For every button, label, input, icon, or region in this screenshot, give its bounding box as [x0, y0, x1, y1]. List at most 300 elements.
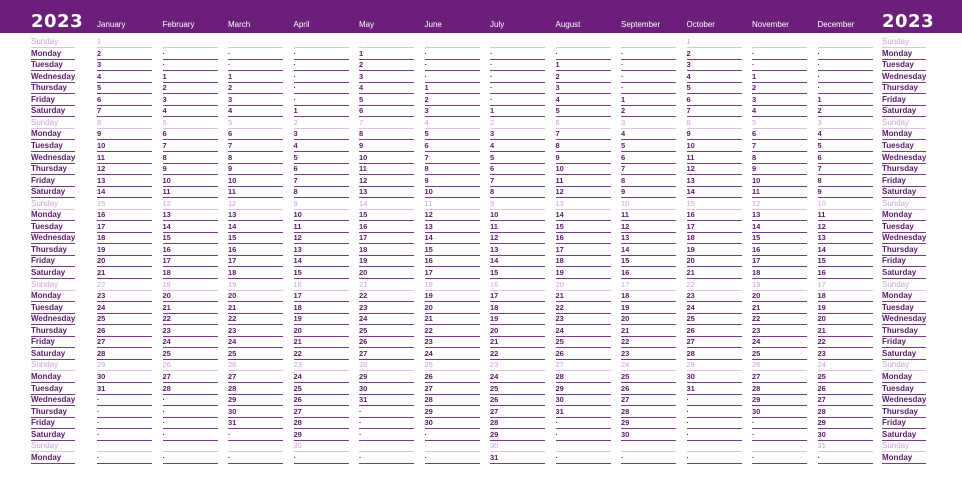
day-cell[interactable]: 28 [621, 407, 676, 418]
day-cell[interactable]: 1 [359, 49, 414, 60]
day-cell[interactable]: 28 [556, 372, 611, 383]
day-cell[interactable]: 11 [163, 187, 218, 198]
day-cell[interactable]: 9 [425, 176, 480, 187]
day-cell[interactable]: 17 [163, 256, 218, 267]
day-cell[interactable]: 13 [752, 210, 807, 221]
day-cell[interactable]: 13 [818, 233, 873, 244]
day-cell[interactable]: 22 [818, 337, 873, 348]
day-cell[interactable]: 4 [818, 129, 873, 140]
day-cell[interactable]: 21 [490, 337, 545, 348]
day-cell[interactable]: 9 [687, 129, 742, 140]
day-cell[interactable]: 9 [490, 199, 545, 210]
day-cell[interactable]: 31 [818, 441, 873, 452]
day-cell[interactable]: 26 [490, 395, 545, 406]
day-cell[interactable]: 5 [556, 106, 611, 117]
day-cell[interactable]: · [687, 453, 742, 464]
day-cell[interactable]: 29 [621, 418, 676, 429]
day-cell[interactable]: · [556, 453, 611, 464]
day-cell[interactable]: 7 [490, 176, 545, 187]
day-cell[interactable]: · [228, 60, 283, 71]
day-cell[interactable]: 22 [359, 291, 414, 302]
day-cell[interactable]: 16 [556, 233, 611, 244]
day-cell[interactable]: 11 [294, 222, 349, 233]
day-cell[interactable]: · [818, 49, 873, 60]
day-cell[interactable]: 9 [621, 187, 676, 198]
day-cell[interactable]: · [687, 430, 742, 441]
day-cell[interactable]: 6 [97, 95, 152, 106]
day-cell[interactable]: · [359, 441, 414, 452]
day-cell[interactable]: 22 [97, 280, 152, 291]
day-cell[interactable]: 21 [818, 326, 873, 337]
day-cell[interactable]: 5 [490, 153, 545, 164]
day-cell[interactable]: 22 [425, 326, 480, 337]
day-cell[interactable]: 19 [818, 303, 873, 314]
day-cell[interactable]: 12 [490, 233, 545, 244]
day-cell[interactable]: 31 [490, 453, 545, 464]
day-cell[interactable]: 11 [556, 176, 611, 187]
day-cell[interactable]: 25 [752, 349, 807, 360]
day-cell[interactable]: · [163, 395, 218, 406]
day-cell[interactable]: 15 [294, 268, 349, 279]
day-cell[interactable]: 1 [556, 60, 611, 71]
day-cell[interactable]: 7 [818, 164, 873, 175]
day-cell[interactable]: 3 [163, 95, 218, 106]
day-cell[interactable]: 30 [97, 372, 152, 383]
day-cell[interactable]: 26 [687, 326, 742, 337]
day-cell[interactable]: 12 [818, 222, 873, 233]
day-cell[interactable]: 24 [621, 360, 676, 371]
day-cell[interactable]: 16 [359, 222, 414, 233]
day-cell[interactable]: 12 [228, 199, 283, 210]
day-cell[interactable]: 20 [490, 326, 545, 337]
day-cell[interactable]: 4 [97, 72, 152, 83]
day-cell[interactable]: 3 [425, 106, 480, 117]
day-cell[interactable]: 7 [425, 153, 480, 164]
day-cell[interactable]: 1 [97, 37, 152, 48]
day-cell[interactable]: · [490, 95, 545, 106]
day-cell[interactable]: 25 [687, 314, 742, 325]
day-cell[interactable]: · [818, 83, 873, 94]
day-cell[interactable]: 1 [490, 106, 545, 117]
day-cell[interactable]: 16 [490, 280, 545, 291]
day-cell[interactable]: 29 [752, 395, 807, 406]
day-cell[interactable]: 25 [490, 384, 545, 395]
day-cell[interactable]: 12 [556, 187, 611, 198]
day-cell[interactable]: 25 [556, 337, 611, 348]
day-cell[interactable]: · [163, 441, 218, 452]
day-cell[interactable]: 4 [490, 141, 545, 152]
day-cell[interactable]: 22 [687, 280, 742, 291]
day-cell[interactable]: · [818, 37, 873, 48]
day-cell[interactable]: 4 [752, 106, 807, 117]
day-cell[interactable]: 1 [163, 72, 218, 83]
day-cell[interactable]: 19 [425, 291, 480, 302]
day-cell[interactable]: 26 [752, 360, 807, 371]
day-cell[interactable]: 5 [163, 118, 218, 129]
day-cell[interactable]: 18 [556, 256, 611, 267]
day-cell[interactable]: 3 [556, 83, 611, 94]
day-cell[interactable]: 20 [556, 280, 611, 291]
day-cell[interactable]: 10 [359, 153, 414, 164]
day-cell[interactable]: 15 [228, 233, 283, 244]
day-cell[interactable]: 10 [163, 176, 218, 187]
day-cell[interactable]: 6 [556, 118, 611, 129]
day-cell[interactable]: 6 [294, 164, 349, 175]
day-cell[interactable]: 29 [425, 407, 480, 418]
day-cell[interactable]: 3 [97, 60, 152, 71]
day-cell[interactable]: 30 [490, 441, 545, 452]
day-cell[interactable]: 16 [163, 245, 218, 256]
day-cell[interactable]: 19 [687, 245, 742, 256]
day-cell[interactable]: 26 [556, 349, 611, 360]
day-cell[interactable]: 4 [556, 95, 611, 106]
day-cell[interactable]: 7 [97, 106, 152, 117]
day-cell[interactable]: · [752, 430, 807, 441]
day-cell[interactable]: 7 [621, 164, 676, 175]
day-cell[interactable]: · [359, 407, 414, 418]
day-cell[interactable]: 8 [490, 187, 545, 198]
day-cell[interactable]: · [97, 407, 152, 418]
day-cell[interactable]: · [556, 441, 611, 452]
day-cell[interactable]: 9 [97, 129, 152, 140]
day-cell[interactable]: 11 [752, 187, 807, 198]
day-cell[interactable]: 15 [818, 256, 873, 267]
day-cell[interactable]: 8 [163, 153, 218, 164]
day-cell[interactable]: 10 [687, 141, 742, 152]
day-cell[interactable]: 18 [752, 268, 807, 279]
day-cell[interactable]: 25 [359, 326, 414, 337]
day-cell[interactable]: 3 [818, 118, 873, 129]
day-cell[interactable]: 2 [359, 60, 414, 71]
day-cell[interactable]: 2 [490, 118, 545, 129]
day-cell[interactable]: 20 [425, 303, 480, 314]
day-cell[interactable]: 6 [752, 129, 807, 140]
day-cell[interactable]: 3 [228, 95, 283, 106]
day-cell[interactable]: 8 [425, 164, 480, 175]
day-cell[interactable]: 25 [818, 372, 873, 383]
day-cell[interactable]: · [97, 395, 152, 406]
day-cell[interactable]: · [294, 37, 349, 48]
day-cell[interactable]: 19 [294, 314, 349, 325]
day-cell[interactable]: 4 [228, 106, 283, 117]
day-cell[interactable]: · [425, 453, 480, 464]
day-cell[interactable]: · [294, 83, 349, 94]
day-cell[interactable]: 24 [490, 372, 545, 383]
day-cell[interactable]: 6 [687, 95, 742, 106]
day-cell[interactable]: 20 [752, 291, 807, 302]
day-cell[interactable]: 23 [425, 337, 480, 348]
day-cell[interactable]: · [490, 83, 545, 94]
day-cell[interactable]: 24 [752, 337, 807, 348]
day-cell[interactable]: 27 [621, 395, 676, 406]
day-cell[interactable]: 13 [687, 176, 742, 187]
day-cell[interactable]: · [425, 441, 480, 452]
day-cell[interactable]: 1 [294, 106, 349, 117]
day-cell[interactable]: 13 [97, 176, 152, 187]
day-cell[interactable]: 23 [556, 314, 611, 325]
day-cell[interactable]: 17 [97, 222, 152, 233]
day-cell[interactable]: 10 [294, 210, 349, 221]
day-cell[interactable]: 17 [621, 280, 676, 291]
day-cell[interactable]: 30 [818, 430, 873, 441]
day-cell[interactable]: · [490, 72, 545, 83]
day-cell[interactable]: 24 [228, 337, 283, 348]
day-cell[interactable]: 9 [818, 187, 873, 198]
day-cell[interactable]: 10 [425, 187, 480, 198]
day-cell[interactable]: 18 [818, 291, 873, 302]
day-cell[interactable]: · [425, 430, 480, 441]
day-cell[interactable]: 17 [228, 256, 283, 267]
day-cell[interactable]: 30 [228, 407, 283, 418]
day-cell[interactable]: 2 [556, 72, 611, 83]
day-cell[interactable]: 24 [294, 372, 349, 383]
day-cell[interactable]: · [425, 37, 480, 48]
day-cell[interactable]: 28 [687, 349, 742, 360]
day-cell[interactable]: · [425, 60, 480, 71]
day-cell[interactable]: · [818, 72, 873, 83]
day-cell[interactable]: 17 [294, 291, 349, 302]
day-cell[interactable]: 28 [228, 384, 283, 395]
day-cell[interactable]: 8 [359, 129, 414, 140]
day-cell[interactable]: 21 [228, 303, 283, 314]
day-cell[interactable]: · [556, 37, 611, 48]
day-cell[interactable]: · [163, 418, 218, 429]
day-cell[interactable]: · [556, 49, 611, 60]
day-cell[interactable]: 16 [621, 268, 676, 279]
day-cell[interactable]: 21 [294, 337, 349, 348]
day-cell[interactable]: 21 [752, 303, 807, 314]
day-cell[interactable]: 18 [490, 303, 545, 314]
day-cell[interactable]: 4 [687, 72, 742, 83]
day-cell[interactable]: 30 [621, 430, 676, 441]
day-cell[interactable]: 11 [490, 222, 545, 233]
day-cell[interactable]: 27 [556, 360, 611, 371]
day-cell[interactable]: 12 [621, 222, 676, 233]
day-cell[interactable]: 23 [97, 291, 152, 302]
day-cell[interactable]: 3 [490, 129, 545, 140]
day-cell[interactable]: 15 [687, 199, 742, 210]
day-cell[interactable]: 18 [425, 280, 480, 291]
day-cell[interactable]: · [163, 60, 218, 71]
day-cell[interactable]: 6 [228, 129, 283, 140]
day-cell[interactable]: 19 [752, 280, 807, 291]
day-cell[interactable]: 12 [359, 176, 414, 187]
day-cell[interactable]: 20 [228, 291, 283, 302]
day-cell[interactable]: · [425, 72, 480, 83]
day-cell[interactable]: 6 [163, 129, 218, 140]
day-cell[interactable]: 23 [294, 360, 349, 371]
day-cell[interactable]: 24 [556, 326, 611, 337]
day-cell[interactable]: 30 [425, 418, 480, 429]
day-cell[interactable]: 26 [425, 372, 480, 383]
day-cell[interactable]: · [359, 418, 414, 429]
day-cell[interactable]: 29 [687, 360, 742, 371]
day-cell[interactable]: 2 [228, 83, 283, 94]
day-cell[interactable]: · [163, 453, 218, 464]
day-cell[interactable]: 6 [490, 164, 545, 175]
day-cell[interactable]: 10 [556, 164, 611, 175]
day-cell[interactable]: 8 [556, 141, 611, 152]
day-cell[interactable]: 12 [294, 233, 349, 244]
day-cell[interactable]: 20 [687, 256, 742, 267]
day-cell[interactable]: · [97, 418, 152, 429]
day-cell[interactable]: 8 [621, 176, 676, 187]
day-cell[interactable]: 13 [359, 187, 414, 198]
day-cell[interactable]: · [621, 441, 676, 452]
day-cell[interactable]: 22 [294, 349, 349, 360]
day-cell[interactable]: 25 [425, 360, 480, 371]
day-cell[interactable]: · [294, 49, 349, 60]
day-cell[interactable]: 27 [490, 407, 545, 418]
day-cell[interactable]: 6 [425, 141, 480, 152]
day-cell[interactable]: · [97, 453, 152, 464]
day-cell[interactable]: 29 [359, 372, 414, 383]
day-cell[interactable]: 21 [687, 268, 742, 279]
day-cell[interactable]: · [425, 49, 480, 60]
day-cell[interactable]: · [490, 60, 545, 71]
day-cell[interactable]: 4 [621, 129, 676, 140]
day-cell[interactable]: 4 [425, 118, 480, 129]
day-cell[interactable]: 3 [294, 129, 349, 140]
day-cell[interactable]: 20 [97, 256, 152, 267]
day-cell[interactable]: 12 [425, 210, 480, 221]
day-cell[interactable]: 29 [818, 418, 873, 429]
day-cell[interactable]: 26 [294, 395, 349, 406]
day-cell[interactable]: · [818, 453, 873, 464]
day-cell[interactable]: 30 [752, 407, 807, 418]
day-cell[interactable]: 7 [163, 141, 218, 152]
day-cell[interactable]: 30 [359, 384, 414, 395]
day-cell[interactable]: 15 [556, 222, 611, 233]
day-cell[interactable]: 10 [818, 199, 873, 210]
day-cell[interactable]: 16 [294, 280, 349, 291]
day-cell[interactable]: 18 [359, 245, 414, 256]
day-cell[interactable]: 31 [359, 395, 414, 406]
day-cell[interactable]: 19 [228, 280, 283, 291]
day-cell[interactable]: 13 [294, 245, 349, 256]
day-cell[interactable]: 27 [228, 372, 283, 383]
day-cell[interactable]: 17 [687, 222, 742, 233]
day-cell[interactable]: · [294, 60, 349, 71]
day-cell[interactable]: 3 [687, 60, 742, 71]
day-cell[interactable]: 28 [163, 384, 218, 395]
day-cell[interactable]: 21 [359, 280, 414, 291]
day-cell[interactable]: 18 [228, 268, 283, 279]
day-cell[interactable]: 12 [163, 199, 218, 210]
day-cell[interactable]: 3 [621, 118, 676, 129]
day-cell[interactable]: 24 [97, 303, 152, 314]
day-cell[interactable]: 21 [621, 326, 676, 337]
day-cell[interactable]: 27 [163, 372, 218, 383]
day-cell[interactable]: 20 [621, 314, 676, 325]
day-cell[interactable]: 2 [163, 83, 218, 94]
day-cell[interactable]: · [752, 441, 807, 452]
day-cell[interactable]: 14 [556, 210, 611, 221]
day-cell[interactable]: · [752, 453, 807, 464]
day-cell[interactable]: 23 [818, 349, 873, 360]
day-cell[interactable]: 31 [228, 418, 283, 429]
day-cell[interactable]: 22 [752, 314, 807, 325]
day-cell[interactable]: 15 [752, 233, 807, 244]
day-cell[interactable]: 11 [818, 210, 873, 221]
day-cell[interactable]: 26 [621, 384, 676, 395]
day-cell[interactable]: 22 [163, 314, 218, 325]
day-cell[interactable]: 5 [97, 83, 152, 94]
day-cell[interactable]: 14 [163, 222, 218, 233]
day-cell[interactable]: · [359, 430, 414, 441]
day-cell[interactable]: 4 [163, 106, 218, 117]
day-cell[interactable]: 2 [425, 95, 480, 106]
day-cell[interactable]: 8 [228, 153, 283, 164]
day-cell[interactable]: 6 [818, 153, 873, 164]
day-cell[interactable]: · [294, 453, 349, 464]
day-cell[interactable]: 2 [752, 83, 807, 94]
day-cell[interactable]: 15 [490, 268, 545, 279]
day-cell[interactable]: 20 [294, 326, 349, 337]
day-cell[interactable]: 1 [687, 37, 742, 48]
day-cell[interactable]: 24 [425, 349, 480, 360]
day-cell[interactable]: 16 [228, 245, 283, 256]
day-cell[interactable]: 5 [752, 118, 807, 129]
day-cell[interactable]: 23 [752, 326, 807, 337]
day-cell[interactable]: 18 [163, 268, 218, 279]
day-cell[interactable]: 27 [752, 372, 807, 383]
day-cell[interactable]: 4 [359, 83, 414, 94]
day-cell[interactable]: 5 [687, 83, 742, 94]
day-cell[interactable]: 30 [687, 372, 742, 383]
day-cell[interactable]: 7 [687, 106, 742, 117]
day-cell[interactable]: · [687, 441, 742, 452]
day-cell[interactable]: 5 [621, 141, 676, 152]
day-cell[interactable]: 1 [228, 72, 283, 83]
day-cell[interactable]: 9 [163, 164, 218, 175]
day-cell[interactable]: 23 [621, 349, 676, 360]
day-cell[interactable]: 15 [97, 199, 152, 210]
day-cell[interactable]: 13 [163, 210, 218, 221]
day-cell[interactable]: 23 [359, 303, 414, 314]
day-cell[interactable]: · [228, 453, 283, 464]
day-cell[interactable]: 13 [556, 199, 611, 210]
day-cell[interactable]: 2 [97, 49, 152, 60]
day-cell[interactable]: · [97, 441, 152, 452]
day-cell[interactable]: 14 [752, 222, 807, 233]
day-cell[interactable]: 27 [818, 395, 873, 406]
day-cell[interactable]: 28 [490, 418, 545, 429]
day-cell[interactable]: · [490, 49, 545, 60]
day-cell[interactable]: · [621, 83, 676, 94]
day-cell[interactable]: 11 [621, 210, 676, 221]
day-cell[interactable]: 24 [687, 303, 742, 314]
day-cell[interactable]: 15 [621, 256, 676, 267]
day-cell[interactable]: 16 [97, 210, 152, 221]
day-cell[interactable]: · [294, 72, 349, 83]
day-cell[interactable]: 1 [621, 95, 676, 106]
day-cell[interactable]: 11 [97, 153, 152, 164]
day-cell[interactable]: 6 [359, 106, 414, 117]
day-cell[interactable]: 25 [163, 349, 218, 360]
day-cell[interactable]: · [228, 441, 283, 452]
day-cell[interactable]: 17 [818, 280, 873, 291]
day-cell[interactable]: 10 [621, 199, 676, 210]
day-cell[interactable]: 5 [294, 153, 349, 164]
day-cell[interactable]: · [752, 49, 807, 60]
day-cell[interactable]: · [621, 453, 676, 464]
day-cell[interactable]: · [752, 37, 807, 48]
day-cell[interactable]: 28 [818, 407, 873, 418]
day-cell[interactable]: 2 [818, 106, 873, 117]
day-cell[interactable]: 11 [359, 164, 414, 175]
day-cell[interactable]: 14 [97, 187, 152, 198]
